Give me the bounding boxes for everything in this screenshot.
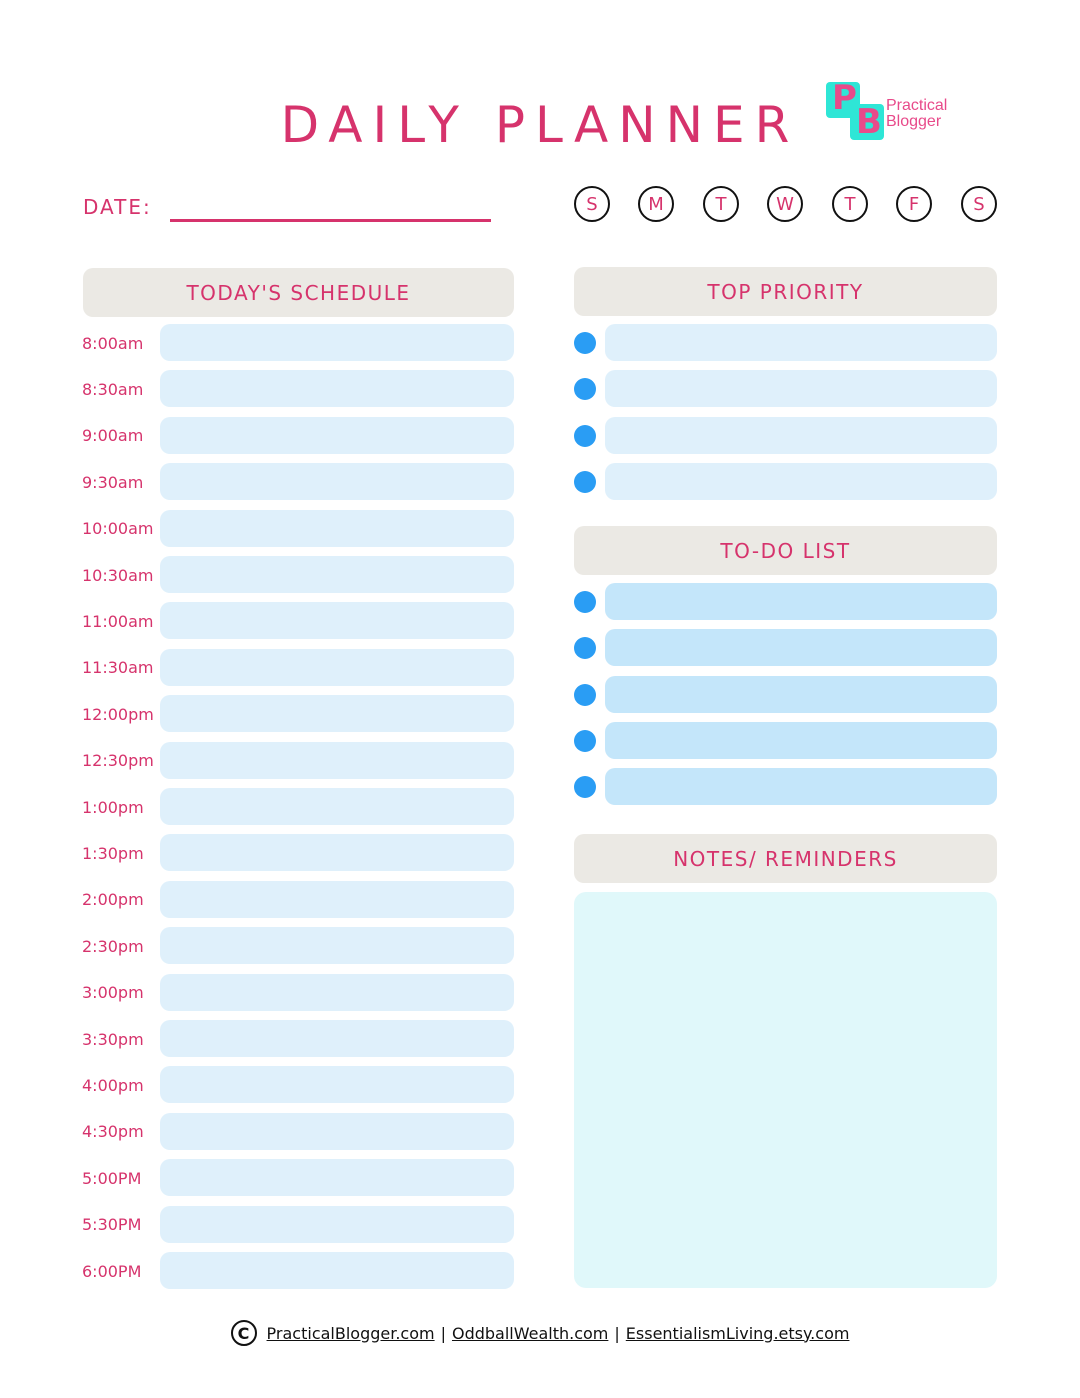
logo-letter-b: B: [856, 102, 882, 142]
bullet-icon: [574, 730, 596, 752]
bullet-icon: [574, 637, 596, 659]
top-priority-header: TOP PRIORITY: [574, 267, 997, 316]
priority-item[interactable]: [605, 370, 997, 407]
bullet-icon: [574, 776, 596, 798]
brand-c-icon: C: [231, 1320, 257, 1346]
schedule-time-label: 5:00PM: [82, 1168, 142, 1188]
schedule-slot[interactable]: [160, 1252, 514, 1289]
schedule-slot[interactable]: [160, 1066, 514, 1103]
logo-line-1: Practical: [886, 97, 948, 114]
schedule-slot[interactable]: [160, 834, 514, 871]
schedule-slot[interactable]: [160, 695, 514, 732]
todo-item[interactable]: [605, 768, 997, 805]
schedule-header: TODAY'S SCHEDULE: [83, 268, 514, 317]
schedule-time-label: 8:00am: [82, 333, 144, 353]
schedule-slot[interactable]: [160, 1020, 514, 1057]
priority-item[interactable]: [605, 324, 997, 361]
schedule-slot[interactable]: [160, 324, 514, 361]
schedule-slot[interactable]: [160, 742, 514, 779]
todo-item[interactable]: [605, 676, 997, 713]
footer-link-essentialismliving[interactable]: EssentialismLiving.etsy.com: [625, 1323, 850, 1343]
footer-separator: |: [614, 1323, 620, 1343]
schedule-time-label: 2:00pm: [82, 890, 144, 910]
schedule-slot[interactable]: [160, 1159, 514, 1196]
schedule-slot[interactable]: [160, 1113, 514, 1150]
page-title: DAILY PLANNER: [280, 96, 800, 154]
schedule-slot[interactable]: [160, 417, 514, 454]
schedule-time-label: 5:30PM: [82, 1215, 142, 1235]
notes-area[interactable]: [574, 892, 997, 1288]
bullet-icon: [574, 332, 596, 354]
schedule-time-label: 12:30pm: [82, 751, 154, 771]
schedule-slot[interactable]: [160, 463, 514, 500]
schedule-time-label: 9:30am: [82, 472, 144, 492]
schedule-time-label: 4:30pm: [82, 1122, 144, 1142]
schedule-slot[interactable]: [160, 927, 514, 964]
day-tuesday[interactable]: T: [703, 186, 739, 222]
schedule-time-label: 1:00pm: [82, 797, 144, 817]
schedule-slot[interactable]: [160, 788, 514, 825]
day-thursday[interactable]: T: [832, 186, 868, 222]
day-sunday[interactable]: S: [574, 186, 610, 222]
practical-blogger-logo: [826, 78, 976, 144]
schedule-time-label: 11:00am: [82, 611, 154, 631]
schedule-time-label: 1:30pm: [82, 843, 144, 863]
footer-separator: |: [440, 1323, 446, 1343]
schedule-time-label: 10:30am: [82, 565, 154, 585]
priority-item[interactable]: [605, 463, 997, 500]
bullet-icon: [574, 471, 596, 493]
bullet-icon: [574, 378, 596, 400]
schedule-time-label: 6:00PM: [82, 1261, 142, 1281]
schedule-time-label: 10:00am: [82, 519, 154, 539]
notes-header: NOTES/ REMINDERS: [574, 834, 997, 883]
day-monday[interactable]: M: [638, 186, 674, 222]
schedule-time-label: 3:00pm: [82, 983, 144, 1003]
logo-text: [886, 98, 947, 130]
schedule-time-label: 12:00pm: [82, 704, 154, 724]
date-field[interactable]: [170, 219, 491, 222]
bullet-icon: [574, 425, 596, 447]
footer: [0, 1320, 1080, 1346]
bullet-icon: [574, 591, 596, 613]
day-friday[interactable]: F: [896, 186, 932, 222]
schedule-time-label: 11:30am: [82, 658, 154, 678]
schedule-slot[interactable]: [160, 1206, 514, 1243]
priority-item[interactable]: [605, 417, 997, 454]
logo-letter-p: P: [832, 78, 857, 118]
date-label: DATE:: [83, 195, 152, 219]
schedule-slot[interactable]: [160, 602, 514, 639]
schedule-slot[interactable]: [160, 556, 514, 593]
schedule-slot[interactable]: [160, 881, 514, 918]
todo-item[interactable]: [605, 722, 997, 759]
schedule-time-label: 8:30am: [82, 379, 144, 399]
schedule-time-label: 3:30pm: [82, 1029, 144, 1049]
schedule-time-label: 2:30pm: [82, 936, 144, 956]
todo-item[interactable]: [605, 583, 997, 620]
footer-link-practicalblogger[interactable]: PracticalBlogger.com: [266, 1323, 435, 1343]
schedule-slot[interactable]: [160, 649, 514, 686]
schedule-slot[interactable]: [160, 370, 514, 407]
todo-header: TO-DO LIST: [574, 526, 997, 575]
day-saturday[interactable]: S: [961, 186, 997, 222]
logo-line-2: Blogger: [886, 113, 942, 130]
todo-item[interactable]: [605, 629, 997, 666]
schedule-time-label: 4:00pm: [82, 1075, 144, 1095]
schedule-slot[interactable]: [160, 974, 514, 1011]
bullet-icon: [574, 684, 596, 706]
schedule-time-label: 9:00am: [82, 426, 144, 446]
day-wednesday[interactable]: W: [767, 186, 803, 222]
schedule-slot[interactable]: [160, 510, 514, 547]
footer-link-oddballwealth[interactable]: OddballWealth.com: [451, 1323, 609, 1343]
